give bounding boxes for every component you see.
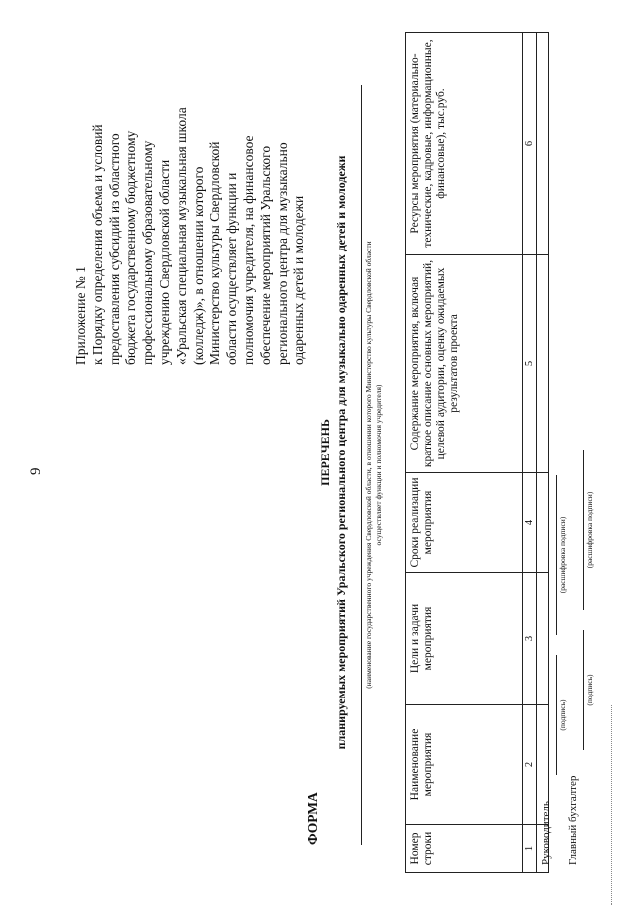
head-decode-line — [556, 475, 557, 635]
form-label: ФОРМА — [305, 792, 320, 845]
accountant-decode-line — [583, 450, 584, 610]
accountant-decode-caption: (расшифровка подписи) — [585, 491, 594, 569]
appendix-line: (колледж)», в отношении которого — [190, 166, 206, 365]
column-header-content: Содержание мероприятия, включая краткое описание основных мероприятий, целевой аудитории, оценку ожидаемых результатов проекта — [406, 255, 523, 473]
table-cell — [537, 33, 549, 255]
column-number-row — [523, 33, 537, 873]
page-number: 9 — [28, 467, 44, 475]
organization-caption-line: осуществляет функции и полномочия учредителя) — [374, 384, 383, 546]
column-number: 1 — [523, 825, 537, 873]
head-signature-label: Руководитель — [540, 801, 552, 865]
appendix-line: Министерство культуры Свердловской — [207, 141, 223, 365]
appendix-line: «Уральская специальная музыкальная школа — [173, 107, 189, 365]
column-header-resources: Ресурсы мероприятия (материально-технические, кадровые, информационные, финансовые), тыс.руб. — [406, 33, 523, 255]
head-signature-line — [556, 655, 557, 775]
accountant-signature-caption: (подпись) — [585, 674, 594, 706]
accountant-signature-line — [583, 630, 584, 750]
table-header-row — [406, 33, 523, 873]
document-title: ПЕРЕЧЕНЬ — [318, 419, 332, 486]
table-cell — [537, 473, 549, 573]
table-cell — [537, 255, 549, 473]
column-header-goals: Цели и задачи мероприятия — [406, 573, 523, 705]
organization-fill-line — [361, 85, 362, 845]
appendix-line: одаренных детей и молодежи — [291, 195, 307, 365]
table-row — [537, 33, 549, 873]
appendix-block — [73, 30, 308, 365]
column-header-number: Номер строки — [406, 825, 523, 873]
appendix-line: регионального центра для музыкально — [274, 142, 290, 365]
head-signature-caption: (подпись) — [558, 699, 567, 731]
document-subtitle: планируемых мероприятий Уральского регионального центра для музыкально одаренных детей и молодежи — [334, 155, 348, 750]
appendix-line: области осуществляет функции и — [224, 172, 240, 365]
column-number: 3 — [523, 573, 537, 705]
column-number: 6 — [523, 33, 537, 255]
table-cell — [537, 573, 549, 705]
appendix-line: к Порядку определения объема и условий — [89, 124, 105, 365]
column-number: 4 — [523, 473, 537, 573]
column-number: 2 — [523, 705, 537, 825]
appendix-line: бюджета государственному бюджетному — [123, 130, 139, 365]
appendix-title: Приложение № 1 — [73, 266, 88, 365]
appendix-line: обеспечение мероприятий Уральского — [257, 145, 273, 365]
organization-caption — [364, 115, 384, 815]
page-bottom-rule — [611, 705, 612, 905]
accountant-signature-label: Главный бухгалтер — [567, 775, 579, 865]
column-header-name: Наименование мероприятия — [406, 705, 523, 825]
appendix-line: полномочия учредителя, на финансовое — [240, 135, 256, 365]
appendix-line: предоставления субсидий из областного — [106, 133, 122, 365]
column-number: 5 — [523, 255, 537, 473]
events-table — [405, 32, 549, 873]
appendix-line: учреждению Свердловской области — [156, 159, 172, 365]
appendix-line: профессиональному образовательному — [140, 140, 156, 365]
head-decode-caption: (расшифровка подписи) — [558, 516, 567, 594]
organization-caption-line: (наименование государственного учреждения Свердловской области, в отношении которого Министерство культуры Свердловской области — [364, 241, 373, 689]
column-header-terms: Сроки реализации мероприятия — [406, 473, 523, 573]
